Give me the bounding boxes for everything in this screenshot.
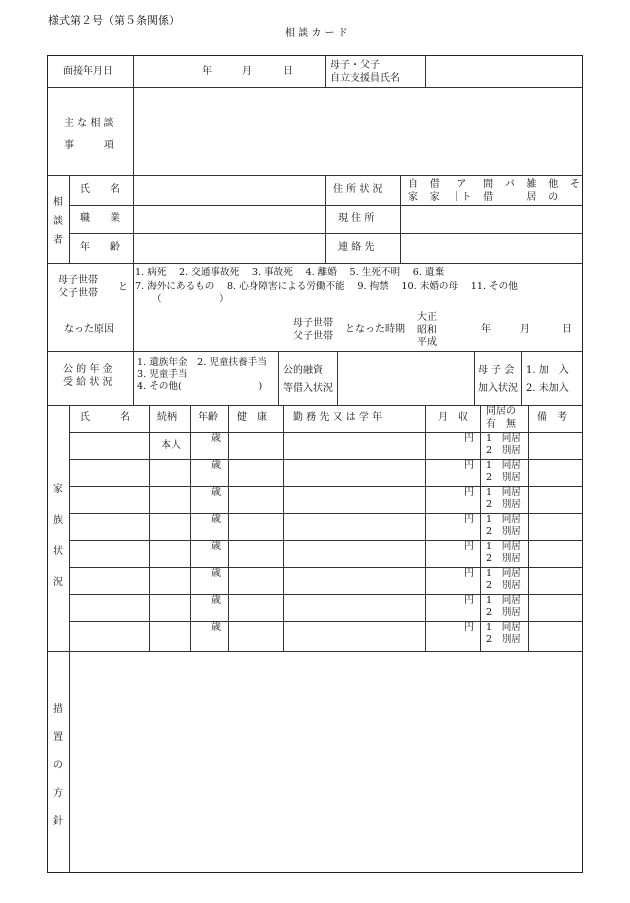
mothers-society-options: 1. 加 入 2. 未加入 (526, 365, 569, 394)
family-header-work: 勤 務 先 又 は 学 年 (293, 412, 383, 423)
yen-unit-label: 円 (464, 433, 474, 444)
age-unit-label: 歳 (211, 514, 221, 525)
cohabit-option-living-apart: 2 別居 (486, 634, 521, 645)
family-header-income: 月 収 (438, 412, 468, 423)
contact-field[interactable] (402, 235, 581, 261)
cohabit-option-living-apart: 2 別居 (486, 607, 521, 618)
pension-options: 1. 遺族年金 2. 児童扶養手当 3. 児童手当 4. その他( ) (137, 357, 267, 392)
form-number: 様式第２号（第５条関係） (48, 14, 180, 27)
family-name-field[interactable] (71, 487, 148, 512)
address-label: 現 住 所 (338, 213, 375, 224)
yen-unit-label: 円 (464, 514, 474, 525)
name-label: 氏 名 (80, 184, 120, 195)
age-unit-label: 歳 (211, 541, 221, 552)
yen-unit-label: 円 (464, 487, 474, 498)
loan-label: 公的融資 等借入状況 (283, 365, 333, 394)
cohabit-option-living-apart: 2 別居 (486, 445, 521, 456)
cause-options-line1: 1. 病死 2. 交通事故死 3. 事故死 4. 離婚 5. 生死不明 6. 遺棄 (135, 267, 445, 278)
cause-day-label: 日 (562, 324, 572, 335)
yen-unit-label: 円 (464, 541, 474, 552)
main-consult-field[interactable] (135, 89, 581, 173)
interview-month-label: 月 (242, 66, 252, 77)
era-options: 大正 昭和 平成 (417, 312, 437, 348)
cohabit-option-living-together: 1 同居 (486, 622, 521, 633)
family-header-note: 備 考 (537, 412, 567, 423)
yen-unit-label: 円 (464, 622, 474, 633)
family-side-label: 家 族 状 況 (53, 484, 63, 588)
yen-unit-label: 円 (464, 568, 474, 579)
family-name-field[interactable] (71, 433, 148, 458)
cause-other-paren: （ ） (152, 294, 229, 305)
family-header-age: 年齢 (198, 412, 218, 423)
housing-status-label: 住 所 状 況 (333, 184, 383, 195)
family-name-field[interactable] (71, 595, 148, 620)
yen-unit-label: 円 (464, 460, 474, 471)
family-header-name: 氏 名 (80, 412, 130, 423)
cohabit-option-living-together: 1 同居 (486, 460, 521, 471)
interview-date-label: 面接年月日 (63, 66, 113, 77)
pension-label: 公 的 年 金 受 給 状 況 (63, 364, 113, 388)
cohabit-option-living-together: 1 同居 (486, 433, 521, 444)
age-unit-label: 歳 (211, 568, 221, 579)
family-header-cohabit: 同居の 有 無 (486, 406, 516, 430)
name-field[interactable] (135, 177, 323, 203)
age-unit-label: 歳 (211, 622, 221, 633)
age-unit-label: 歳 (211, 487, 221, 498)
job-field[interactable] (135, 207, 323, 231)
cohabit-option-living-together: 1 同居 (486, 514, 521, 525)
consultee-side-label: 相 談 者 (53, 197, 63, 246)
cohabit-option-living-together: 1 同居 (486, 595, 521, 606)
staff-name-field[interactable] (427, 57, 581, 85)
contact-label: 連 絡 先 (338, 242, 375, 253)
cohabit-option-living-apart: 2 別居 (486, 526, 521, 537)
loan-field[interactable] (339, 353, 472, 403)
family-name-field[interactable] (71, 568, 148, 593)
cause-label: 母子世帯 父子世帯 (58, 275, 98, 299)
cohabit-option-living-together: 1 同居 (486, 487, 521, 498)
cause-options-line2: 7. 海外にあるもの 8. 心身障害による労働不能 9. 拘禁 10. 未婚の母 11. その他 (135, 281, 518, 292)
family-name-field[interactable] (71, 514, 148, 539)
interview-day-label: 日 (283, 66, 293, 77)
family-name-field[interactable] (71, 622, 148, 647)
age-unit-label: 歳 (211, 460, 221, 471)
cohabit-option-living-together: 1 同居 (486, 568, 521, 579)
mothers-society-label: 母 子 会 加入状況 (478, 365, 518, 394)
family-name-field[interactable] (71, 460, 148, 485)
main-consult-label: 主 な 相 談 事 項 (64, 118, 114, 151)
cohabit-option-living-apart: 2 別居 (486, 472, 521, 483)
cause-month-label: 月 (520, 324, 530, 335)
age-unit-label: 歳 (211, 433, 221, 444)
housing-options: 自 家 借 家 ア ｜ト 間 借 パ 雑 居 他 の そ (408, 179, 580, 203)
cohabit-option-living-apart: 2 別居 (486, 499, 521, 510)
cause-when-suffix: となった時期 (345, 324, 405, 335)
family-header-relation: 続柄 (157, 412, 177, 423)
yen-unit-label: 円 (464, 595, 474, 606)
address-field[interactable] (402, 207, 581, 231)
policy-side-label: 措 置 の 方 針 (53, 704, 63, 827)
policy-field[interactable] (71, 653, 581, 871)
cause-label-to: と (118, 282, 128, 293)
cause-when-label: 母子世帯 父子世帯 (293, 318, 333, 342)
cohabit-option-living-apart: 2 別居 (486, 553, 521, 564)
cause-label-became: なった原因 (64, 324, 114, 335)
interview-date-field[interactable] (135, 57, 323, 85)
form-title: 相 談 カ ー ド (285, 28, 348, 39)
age-unit-label: 歳 (211, 595, 221, 606)
cause-year-label: 年 (481, 324, 491, 335)
interview-year-label: 年 (202, 66, 212, 77)
cohabit-option-living-apart: 2 別居 (486, 580, 521, 591)
staff-label: 母子・父子 自立支援員氏名 (330, 60, 400, 84)
cohabit-option-living-together: 1 同居 (486, 541, 521, 552)
self-relation-label: 本人 (161, 440, 181, 451)
age-label: 年 齢 (80, 242, 120, 253)
family-header-health: 健 康 (237, 412, 267, 423)
family-name-field[interactable] (71, 541, 148, 566)
age-field[interactable] (135, 235, 323, 261)
job-label: 職 業 (80, 213, 120, 224)
